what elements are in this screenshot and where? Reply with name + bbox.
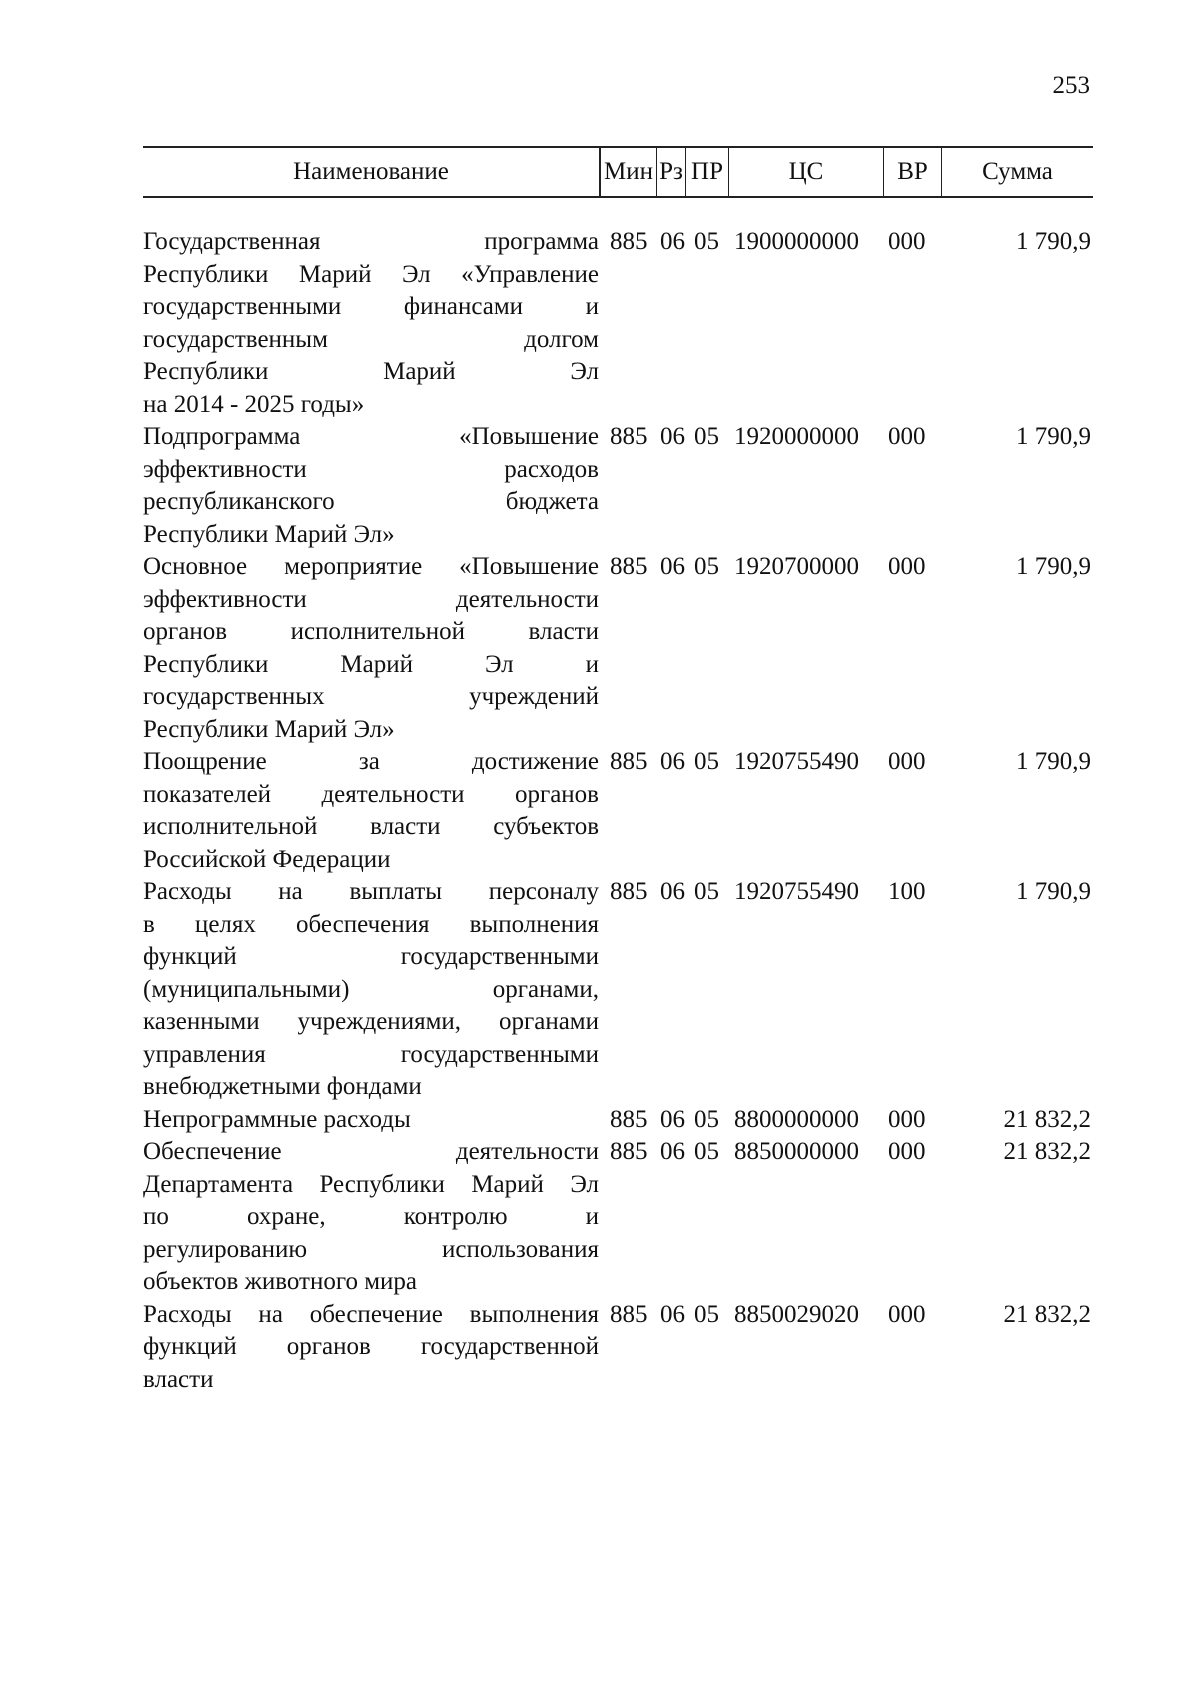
row-name-line: объектов животного мира <box>143 1268 418 1295</box>
row-name-line: функций органов государственной <box>143 1333 599 1360</box>
row-name-line: в целях обеспечения выполнения <box>143 910 599 938</box>
cell-sum: 21 832,2 <box>1003 1138 1091 1165</box>
row-name-line: Непрограммные расходы <box>143 1105 411 1133</box>
cell-pr: 05 <box>694 553 719 580</box>
cell-sum: 1 790,9 <box>1016 228 1091 255</box>
table-body <box>143 226 1093 1396</box>
page-number: 253 <box>1052 72 1090 99</box>
cell-rz: 06 <box>660 1138 685 1165</box>
cell-sum: 1 790,9 <box>1016 748 1091 775</box>
row-name <box>143 1104 599 1137</box>
cell-min: 885 <box>610 423 648 450</box>
cell-min: 885 <box>610 1138 648 1165</box>
row-name-line: Подпрограмма «Повышение <box>143 423 599 450</box>
cell-pr: 05 <box>694 228 719 255</box>
row-name <box>143 421 599 551</box>
row-name-line: эффективности расходов <box>143 455 599 483</box>
cell-min: 885 <box>610 228 648 255</box>
row-name-line: Расходы на выплаты персоналу <box>143 878 599 905</box>
cell-sum: 21 832,2 <box>1003 1105 1091 1133</box>
row-name-line: Республики Марий Эл» <box>143 715 395 743</box>
cell-vr: 100 <box>888 878 926 905</box>
header-rz: Рз <box>656 148 685 196</box>
cell-vr: 000 <box>888 423 926 450</box>
row-name-line: Государственная программа <box>143 228 599 255</box>
cell-cs: 1920755490 <box>734 748 859 775</box>
row-name <box>143 1299 599 1397</box>
cell-pr: 05 <box>694 748 719 775</box>
row-name <box>143 226 599 421</box>
row-name-line: Поощрение за достижение <box>143 748 599 775</box>
row-codes <box>599 746 1091 876</box>
cell-pr: 05 <box>694 423 719 450</box>
cell-sum: 1 790,9 <box>1016 878 1091 905</box>
row-codes <box>599 421 1091 551</box>
row-name-line: Обеспечение деятельности <box>143 1138 599 1165</box>
row-name-line: Республики Марий Эл» <box>143 520 395 548</box>
table-row <box>143 1299 1093 1397</box>
row-codes <box>599 1104 1091 1137</box>
cell-pr: 05 <box>694 1105 719 1133</box>
cell-cs: 8850000000 <box>734 1138 859 1165</box>
row-name-line: власти <box>143 1365 214 1393</box>
cell-min: 885 <box>610 1105 648 1133</box>
row-name <box>143 746 599 876</box>
cell-sum: 21 832,2 <box>1003 1300 1091 1328</box>
row-name-line: казенными учреждениями, органами <box>143 1008 599 1035</box>
cell-cs: 8850029020 <box>734 1300 859 1328</box>
header-name: Наименование <box>293 158 449 185</box>
row-name-line: внебюджетными фондами <box>143 1073 422 1100</box>
row-name-line: функций государственными <box>143 943 599 970</box>
cell-vr: 000 <box>888 748 926 775</box>
row-name-line: регулированию использования <box>143 1235 599 1263</box>
row-name-line: Республики Марий Эл и <box>143 650 599 678</box>
row-name-line: государственными финансами и <box>143 293 599 320</box>
row-name-line: органов исполнительной власти <box>143 618 599 645</box>
row-name-line: Республики Марий Эл <box>143 358 599 385</box>
cell-vr: 000 <box>888 1138 926 1165</box>
table-row <box>143 876 1093 1104</box>
table-row <box>143 1104 1093 1137</box>
header-min: Мин <box>599 148 656 196</box>
cell-pr: 05 <box>694 878 719 905</box>
cell-min: 885 <box>610 878 648 905</box>
row-name-line: Республики Марий Эл «Управление <box>143 260 599 288</box>
cell-vr: 000 <box>888 228 926 255</box>
table-row <box>143 1136 1093 1299</box>
cell-rz: 06 <box>660 228 685 255</box>
row-codes <box>599 1299 1091 1397</box>
row-name <box>143 1136 599 1299</box>
cell-pr: 05 <box>694 1300 719 1328</box>
cell-cs: 1900000000 <box>734 228 859 255</box>
cell-cs: 1920700000 <box>734 553 859 580</box>
cell-rz: 06 <box>660 878 685 905</box>
budget-table <box>143 146 1093 1396</box>
row-name-line: Российской Федерации <box>143 845 391 873</box>
cell-rz: 06 <box>660 748 685 775</box>
row-codes <box>599 1136 1091 1299</box>
cell-vr: 000 <box>888 1105 926 1133</box>
header-vr: ВР <box>883 148 941 196</box>
cell-vr: 000 <box>888 553 926 580</box>
row-name-line: управления государственными <box>143 1040 599 1068</box>
table-header <box>143 146 1093 198</box>
header-pr: ПР <box>685 148 728 196</box>
table-row <box>143 746 1093 876</box>
row-name-line: государственным долгом <box>143 325 599 353</box>
row-codes <box>599 876 1091 1104</box>
row-codes <box>599 551 1091 746</box>
cell-min: 885 <box>610 1300 648 1328</box>
cell-sum: 1 790,9 <box>1016 553 1091 580</box>
header-cs: ЦС <box>728 148 883 196</box>
cell-vr: 000 <box>888 1300 926 1328</box>
row-codes <box>599 226 1091 421</box>
cell-sum: 1 790,9 <box>1016 423 1091 450</box>
row-name-line: (муниципальными) органами, <box>143 975 599 1003</box>
row-name-line: Основное мероприятие «Повышение <box>143 553 599 580</box>
row-name <box>143 876 599 1104</box>
row-name-line: эффективности деятельности <box>143 585 599 613</box>
row-name-line: на 2014 - 2025 годы» <box>143 390 365 418</box>
cell-rz: 06 <box>660 1300 685 1328</box>
cell-rz: 06 <box>660 423 685 450</box>
row-name-line: государственных учреждений <box>143 683 599 710</box>
cell-cs: 1920755490 <box>734 878 859 905</box>
cell-pr: 05 <box>694 1138 719 1165</box>
table-row <box>143 551 1093 746</box>
row-name-line: Департамента Республики Марий Эл <box>143 1170 599 1198</box>
cell-rz: 06 <box>660 1105 685 1133</box>
table-row <box>143 421 1093 551</box>
row-name-line: по охране, контролю и <box>143 1203 599 1230</box>
row-name-line: Расходы на обеспечение выполнения <box>143 1300 599 1328</box>
cell-cs: 1920000000 <box>734 423 859 450</box>
row-name-line: исполнительной власти субъектов <box>143 813 599 840</box>
header-sum: Сумма <box>941 148 1093 196</box>
cell-min: 885 <box>610 748 648 775</box>
cell-min: 885 <box>610 553 648 580</box>
cell-rz: 06 <box>660 553 685 580</box>
row-name-line: республиканского бюджета <box>143 488 599 515</box>
row-name <box>143 551 599 746</box>
row-name-line: показателей деятельности органов <box>143 780 599 808</box>
table-row <box>143 226 1093 421</box>
cell-cs: 8800000000 <box>734 1105 859 1133</box>
